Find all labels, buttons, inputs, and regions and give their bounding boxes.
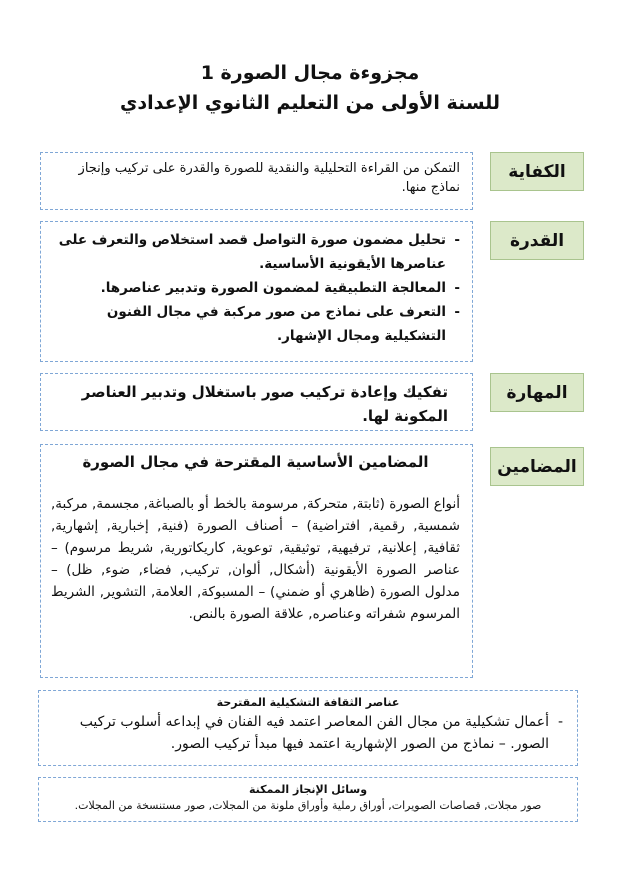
ability-item: - المعالجة التطبيقية لمضمون الصورة وتدبير عناصرها. <box>51 276 446 300</box>
page-subtitle: للسنة الأولى من التعليم الثانوي الإعدادي <box>119 92 501 114</box>
competence-text: التمكن من القراءة التحليلية والنقدية للصورة والقدرة على تركيب وإنجاز نماذج منها. <box>78 161 460 195</box>
ability-item: - التعرف على نماذج من صور مركبة في مجال الفنون التشكيلية ومجال الإشهار. <box>51 300 446 348</box>
ability-box <box>40 221 473 362</box>
means-box <box>38 777 578 822</box>
culture-text: - أعمال تشكيلية من مجال الفن المعاصر اعتمد فيه الفنان في إبداعه أسلوب تركيب الصور. – نماذج من الصور الإشهارية اعتمد فيها مبدأ تركيب الصور. <box>51 711 565 755</box>
skill-label: المهارة <box>490 373 584 412</box>
contents-text: أنواع الصورة (ثابتة, متحركة, مرسومة بالخط أو بالصباغة, مجسمة, مركبة, شمسية, رقمية, افتراضية) – أصناف الصورة (فنية, إخبارية, إشهارية, ثقافية, إعلانية, ترفيهية, توثيقية, توعوية, كاريكاتورية, شريط مرسوم) – عناصر الصورة الأيقونية (أشكال, ألوان, تركيب, فضاء, ضوء, ظل) – مدلول الصورة (ظاهري أو ضمني) – المسبوكة, العلامة, التشوير, الشريط المرسوم شفراته وعناصره, علاقة الصورة بالنص. <box>51 496 460 622</box>
competence-label: الكفاية <box>490 152 584 191</box>
contents-label: المضامين <box>490 447 584 486</box>
ability-list <box>51 228 460 348</box>
contents-box <box>40 444 473 678</box>
ability-item: - تحليل مضمون صورة التواصل قصد استخلاص والتعرف على عناصرها الأيقونية الأساسية. <box>51 228 446 276</box>
means-text: صور مجلات, قصاصات الصويرات, أوراق رملية وأوراق ملونة من المجلات, صور مستنسخة من المجلات. <box>74 799 542 812</box>
competence-box <box>40 152 473 210</box>
skill-text: تفكيك وإعادة تركيب صور باستغلال وتدبير العناصر المكونة لها. <box>81 383 448 425</box>
contents-heading: المضامين الأساسية المقترحة في مجال الصورة <box>82 453 429 471</box>
page-title: مجزوءة مجال الصورة 1 <box>200 62 420 84</box>
ability-label: القدرة <box>490 221 584 260</box>
culture-title: عناصر الثقافة التشكيلية المقترحة <box>216 696 400 709</box>
culture-box <box>38 690 578 766</box>
means-title: وسائل الإنجاز الممكنة <box>248 783 368 796</box>
skill-box <box>40 373 473 431</box>
